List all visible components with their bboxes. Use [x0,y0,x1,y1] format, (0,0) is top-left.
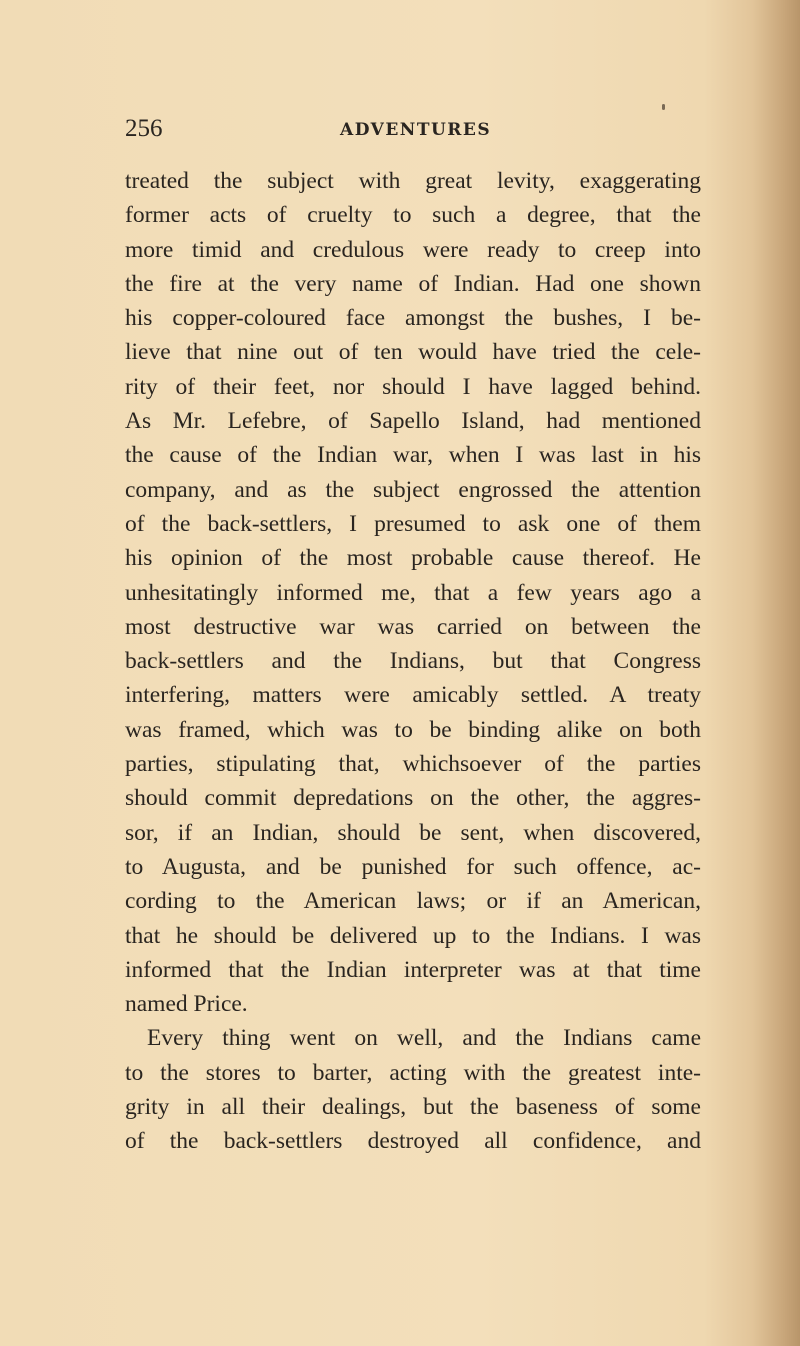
text-line: interfering, matters were amicably settled. A treaty [125,682,701,709]
text-line: lieve that nine out of ten would have tried the cele- [125,339,701,366]
text-line: rity of their feet, nor should I have lagged behind. [125,373,701,400]
text-line: company, and as the subject engrossed the attention [125,476,701,503]
page-header [125,115,700,149]
paper-speck [662,104,665,110]
text-line: to the stores to barter, acting with the greatest inte- [125,1059,701,1086]
text-line: that he should be delivered up to the Indians. I was [125,922,701,949]
text-line: former acts of cruelty to such a degree, that the [125,202,701,229]
text-line: more timid and credulous were ready to creep into [125,236,701,263]
text-line: treated the subject with great levity, exaggerating [125,168,701,194]
page-number: 256 [125,115,163,142]
text-line: unhesitatingly informed me, that a few years ago a [125,579,701,606]
text-line: cording to the American laws; or if an American, [125,888,701,915]
text-line: sor, if an Indian, should be sent, when discovered, [125,819,701,846]
text-line: his copper-coloured face amongst the bushes, I be- [125,305,701,332]
text-line: of the back-settlers destroyed all confidence, and [125,1128,701,1155]
text-line: named Price. [125,991,248,1018]
text-line: most destructive war was carried on between the [125,613,701,640]
text-line: the fire at the very name of Indian. Had one shown [125,270,701,297]
text-line: his opinion of the most probable cause thereof. He [125,545,701,572]
text-line: was framed, which was to be binding alike on both [125,716,701,743]
text-line: should commit depredations on the other, the aggres- [125,785,701,812]
text-line: back-settlers and the Indians, but that Congress [125,648,701,675]
text-line: of the back-settlers, I presumed to ask one of them [125,510,701,537]
text-line: to Augusta, and be punished for such offence, ac- [125,853,701,880]
text-line: informed that the Indian interpreter was at that time [125,956,701,983]
text-line: the cause of the Indian war, when I was last in his [125,442,701,469]
running-head: ADVENTURES [340,120,492,140]
text-line: Every thing went on well, and the Indians came [147,1025,701,1052]
text-line: parties, stipulating that, whichsoever of the parties [125,751,701,778]
page-body-text [125,164,701,1159]
text-line: grity in all their dealings, but the baseness of some [125,1094,701,1121]
text-line: As Mr. Lefebre, of Sapello Island, had mentioned [125,408,701,435]
